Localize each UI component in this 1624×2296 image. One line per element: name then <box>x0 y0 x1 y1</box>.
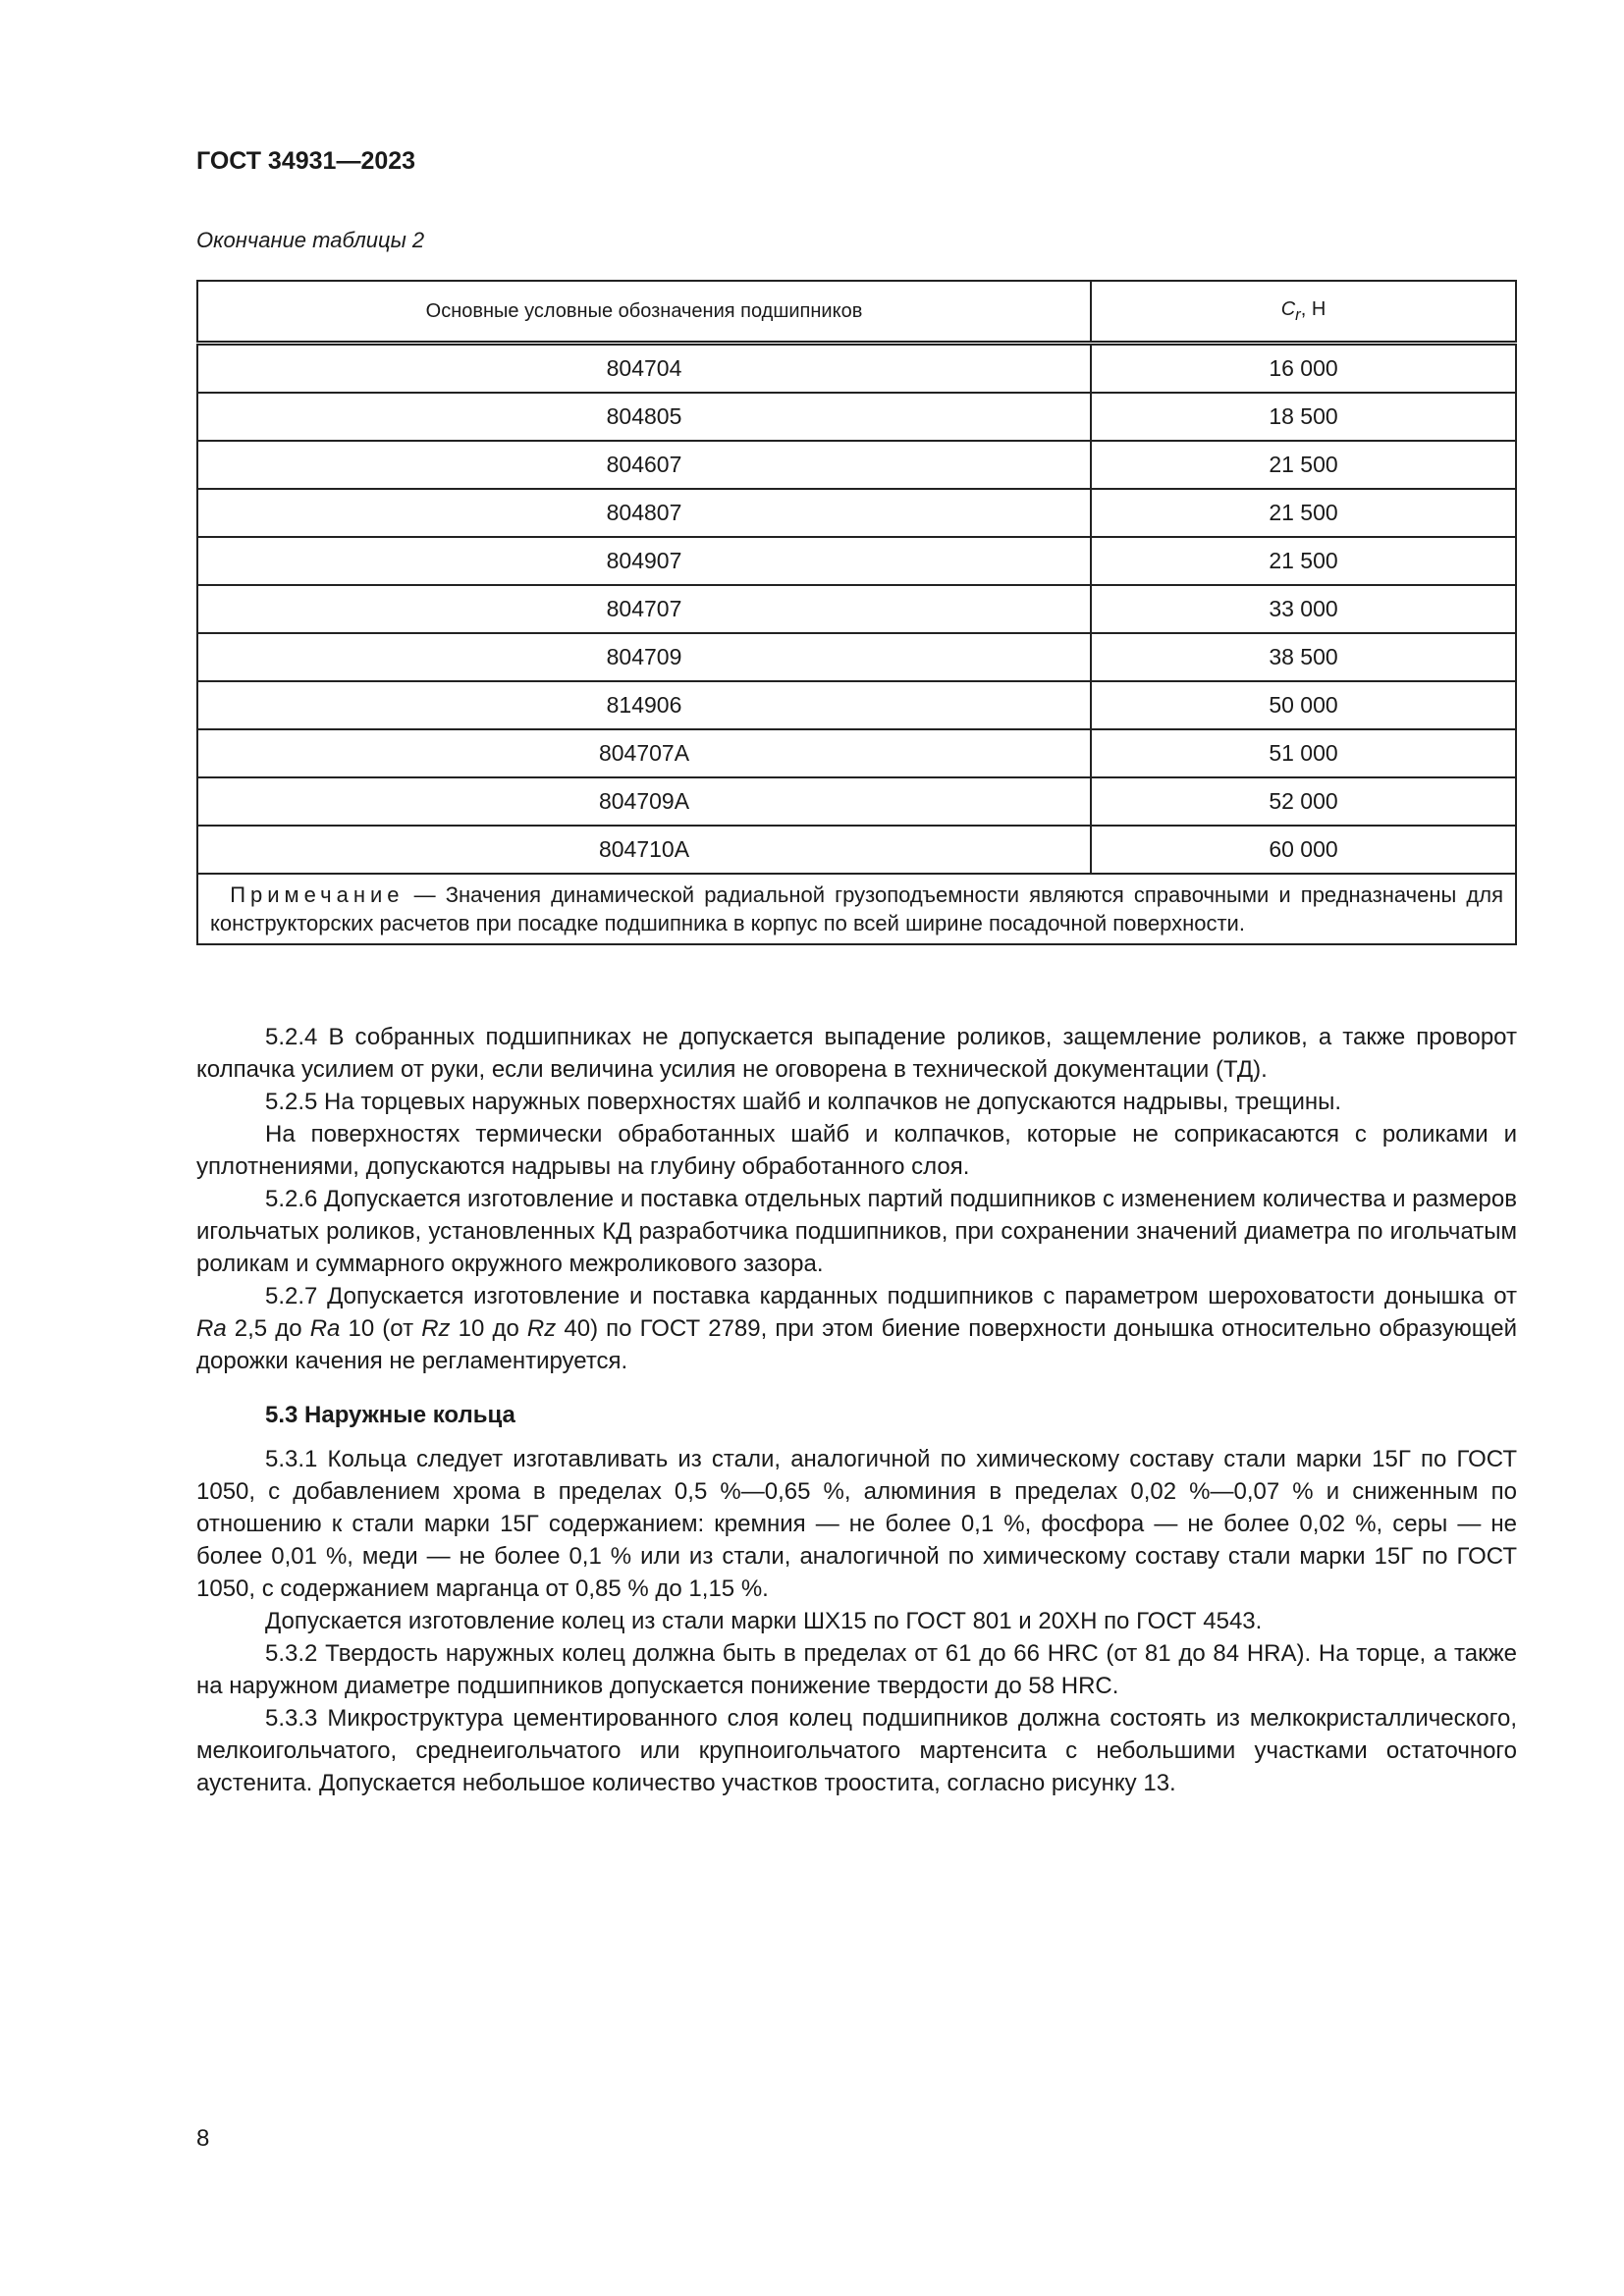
load-cell: 21 500 <box>1091 489 1516 537</box>
load-cell: 38 500 <box>1091 633 1516 681</box>
paragraph: 5.2.4 В собранных подшипниках не допускается выпадение роликов, защемление роликов, а также проворот колпачка усилием от руки, если величина усилия не оговорена в технической документации (ТД). <box>196 1024 1517 1083</box>
col-load-header <box>1091 281 1516 344</box>
designation-cell: 804607 <box>197 441 1091 489</box>
table-row <box>197 777 1516 826</box>
load-cell: 60 000 <box>1091 826 1516 874</box>
load-cell: 21 500 <box>1091 441 1516 489</box>
load-cell: 50 000 <box>1091 681 1516 729</box>
table-row <box>197 633 1516 681</box>
designation-cell: 804907 <box>197 537 1091 585</box>
bearing-table <box>196 280 1517 945</box>
designation-cell: 804709 <box>197 633 1091 681</box>
designation-cell: 804707 <box>197 585 1091 633</box>
table-row <box>197 585 1516 633</box>
paragraph: 5.3.1 Кольца следует изготавливать из стали, аналогичной по химическому составу стали марки 15Г по ГОСТ 1050, с добавлением хрома в пределах 0,5 %—0,65 %, алюминия в пределах 0,02 %—0,07 % и сниженным по отношению к стали марки 15Г содержанием: кремния — не более 0,1 %, фосфора — не более 0,02 %, серы — не более 0,01 %, меди — не более 0,1 % или из стали, аналогичной по химическому составу стали марки 15Г по ГОСТ 1050, с содержанием марганца от 0,85 % до 1,15 %. <box>196 1446 1517 1602</box>
table-caption: Окончание таблицы 2 <box>196 228 425 252</box>
table-note <box>197 874 1516 944</box>
table-header-row <box>197 281 1516 344</box>
load-cell: 51 000 <box>1091 729 1516 777</box>
table-row <box>197 826 1516 874</box>
load-cell: 21 500 <box>1091 537 1516 585</box>
paragraph-5-2-7: 5.2.7 Допускается изготовление и поставка карданных подшипников с параметром шероховатости донышка от Ra 2,5 до Ra 10 (от Rz 10 до Rz 40) по ГОСТ 2789, при этом биение поверхности донышка относительно образующей дорожки качения не регламентируется. <box>196 1283 1517 1374</box>
note-text: — Значения динамической радиальной грузоподъемности являются справочными и предназначены для конструкторских расчетов при посадке подшипника в корпус по всей ширине посадочной поверхности. <box>210 882 1503 935</box>
load-cell: 18 500 <box>1091 393 1516 441</box>
paragraph: 5.3.3 Микроструктура цементированного слоя колец подшипников должна состоять из мелкокристаллического, мелкоигольчатого, среднеигольчатого или крупноигольчатого мартенсита с небольшими участками остаточного аустенита. Допускается небольшое количество участков троостита, согласно рисунку 13. <box>196 1705 1517 1796</box>
body-text <box>196 1021 1517 1799</box>
load-subscript: r <box>1295 304 1301 324</box>
designation-cell: 804704 <box>197 344 1091 394</box>
designation-cell: 804805 <box>197 393 1091 441</box>
note-label: Примечание <box>230 882 405 907</box>
table-row <box>197 489 1516 537</box>
load-cell: 52 000 <box>1091 777 1516 826</box>
designation-cell: 804709А <box>197 777 1091 826</box>
load-cell: 33 000 <box>1091 585 1516 633</box>
designation-cell: 804807 <box>197 489 1091 537</box>
table-row <box>197 344 1516 394</box>
load-symbol: C <box>1280 297 1296 320</box>
designation-cell: 804710А <box>197 826 1091 874</box>
paragraph: На поверхностях термически обработанных шайб и колпачков, которые не соприкасаются с роликами и уплотнениями, допускаются надрывы на глубину обработанного слоя. <box>196 1121 1517 1180</box>
col-designation-header: Основные условные обозначения подшипников <box>197 281 1091 344</box>
section-heading: 5.3 Наружные кольца <box>265 1402 515 1428</box>
document-header: ГОСТ 34931—2023 <box>196 147 416 175</box>
designation-cell: 804707А <box>197 729 1091 777</box>
table-row <box>197 441 1516 489</box>
table-row <box>197 393 1516 441</box>
paragraph: 5.2.6 Допускается изготовление и поставка отдельных партий подшипников с изменением количества и размеров игольчатых роликов, установленных КД разработчика подшипников, при сохранении значений диаметра по игольчатым роликам и суммарного окружного межроликового зазора. <box>196 1186 1517 1277</box>
paragraph: 5.3.2 Твердость наружных колец должна быть в пределах от 61 до 66 HRC (от 81 до 84 HRA). На торце, а также на наружном диаметре подшипников допускается понижение твердости до 58 HRC. <box>196 1640 1517 1699</box>
load-unit: , Н <box>1300 297 1326 320</box>
paragraph: Допускается изготовление колец из стали марки ШХ15 по ГОСТ 801 и 20ХН по ГОСТ 4543. <box>265 1608 1263 1634</box>
table-row <box>197 729 1516 777</box>
load-cell: 16 000 <box>1091 344 1516 394</box>
page-number: 8 <box>196 2125 210 2152</box>
paragraph: 5.2.5 На торцевых наружных поверхностях шайб и колпачков не допускаются надрывы, трещины. <box>265 1089 1342 1115</box>
table-row <box>197 681 1516 729</box>
designation-cell: 814906 <box>197 681 1091 729</box>
table-row <box>197 537 1516 585</box>
